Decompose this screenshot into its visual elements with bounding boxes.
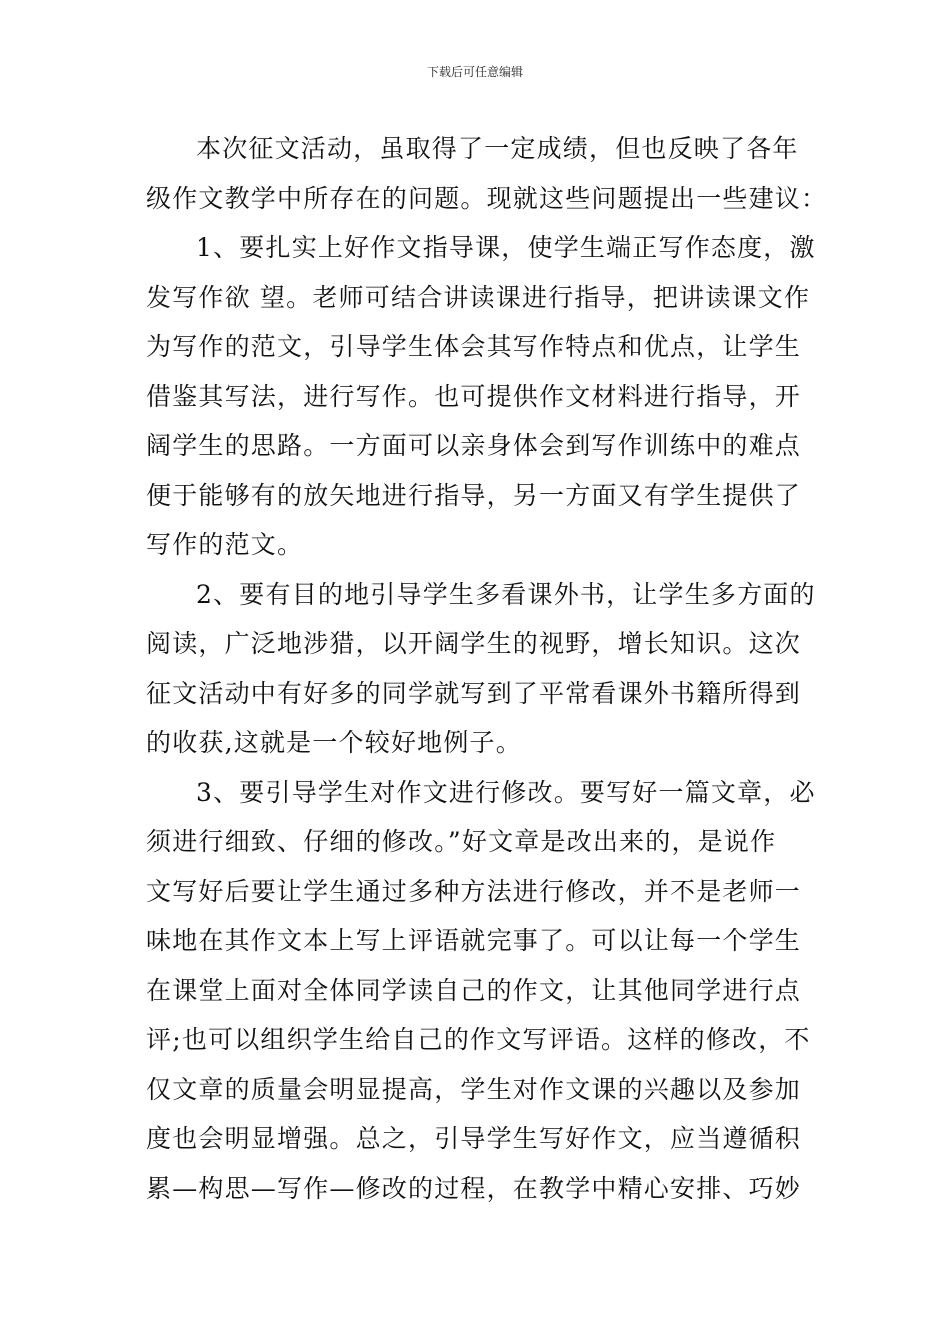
text-line: 度也会明显增强。总之，引导学生写好作文，应当遵循积	[146, 1124, 802, 1153]
text-line: 评;也可以组织学生给自己的作文写评语。这样的修改，不	[146, 1025, 811, 1054]
text-line: 累—构思—写作—修改的过程，在教学中精心安排、巧妙	[146, 1173, 802, 1203]
text-line: 在课堂上面对全体同学读自己的作文，让其他同学进行点	[146, 975, 802, 1005]
text-line: 3、要引导学生对作文进行修改。要写好一篇文章，必	[196, 777, 816, 807]
text-line: 征文活动中有好多的同学就写到了平常看课外书籍所得到	[146, 678, 802, 708]
text-line: 2、要有目的地引导学生多看课外书，让学生多方面的	[196, 579, 816, 609]
text-line: 便于能够有的放矢地进行指导，另一方面又有学生提供了	[146, 480, 802, 510]
text-line: 借鉴其写法，进行写作。也可提供作文材料进行指导，开	[146, 381, 802, 411]
text-line: 文写好后要让学生通过多种方法进行修改，并不是老师一	[146, 876, 802, 906]
text-line: 1、要扎实上好作文指导课，使学生端正写作态度，激	[196, 233, 816, 262]
text-line: 阔学生的思路。一方面可以亲身体会到写作训练中的难点	[146, 431, 802, 460]
text-line: 味地在其作文本上写上评语就完事了。可以让每一个学生	[146, 926, 802, 955]
text-line: 的收获,这就是一个较好地例子。	[146, 728, 522, 757]
text-line: 本次征文活动，虽取得了一定成绩，但也反映了各年	[196, 134, 799, 163]
text-line: 阅读，广泛地涉猎，以开阔学生的视野，增长知识。这次	[146, 629, 802, 658]
text-line: 仅文章的质量会明显提高，学生对作文课的兴趣以及参加	[146, 1074, 802, 1104]
header-note: 下载后可任意编辑	[426, 65, 523, 79]
text-line: 为写作的范文，引导学生体会其写作特点和优点，让学生	[146, 332, 802, 361]
text-line: 级作文教学中所存在的问题。现就这些问题提出一些建议：	[146, 183, 828, 213]
document-body	[146, 124, 828, 1213]
text-line: 写作的范文。	[146, 530, 304, 559]
text-line: 发写作欲 望。老师可结合讲读课进行指导，把讲读课文作	[146, 282, 811, 312]
text-line: 须进行细致、仔细的修改。”好文章是改出来的，是说作	[146, 827, 777, 856]
